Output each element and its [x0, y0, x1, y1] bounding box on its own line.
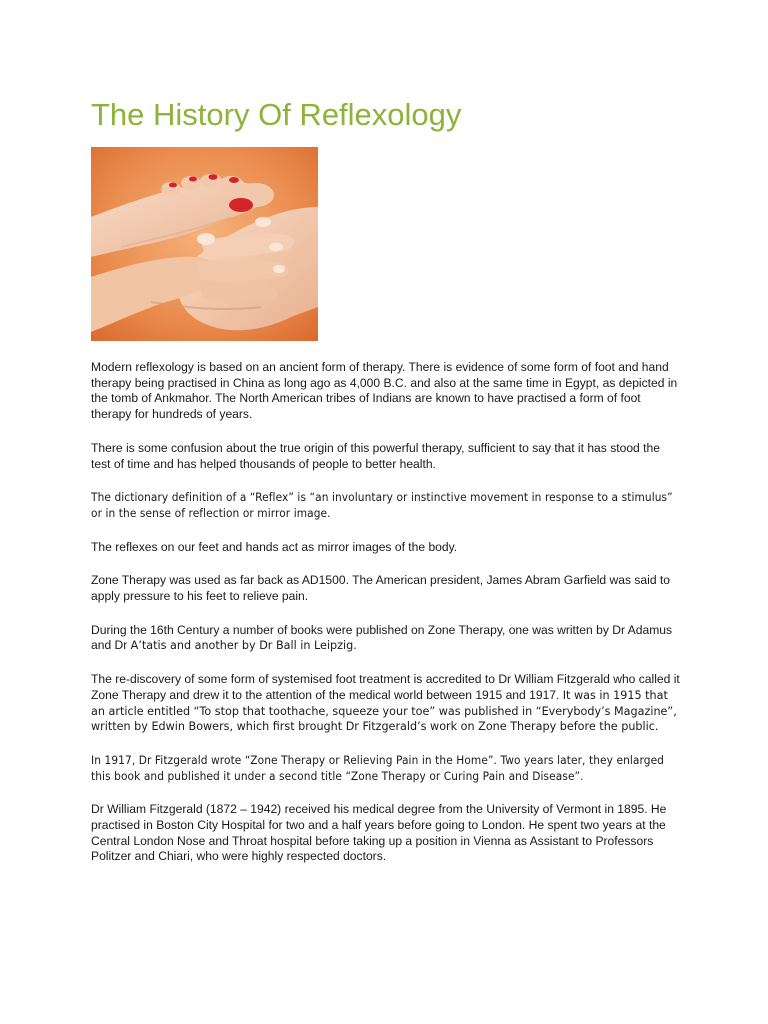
paragraph-rediscovery-continuation: It was in 1915 that an article entitled “To stop that toothache, squeeze your toe” was published in “Everybody’s Magazine”, written by Edwin Bowers, which first brought Dr Fitzgerald’s work on Zone Therapy before the public. — [91, 688, 677, 734]
paragraph-16th-century-continuation: A’tatis and another by Dr Ball in Leipzig. — [130, 639, 357, 653]
paragraph-modern-reflexology: Modern reflexology is based on an ancient form of therapy. There is evidence of some form of foot and hand therapy being practised in China as long ago as 4,000 B.C. and also at the same time in Egypt, as depicted in the tomb of Ankmahor. The North American tribes of Indians are known to have practised a form of foot therapy for hundreds of years. — [91, 360, 678, 422]
reflexology-photo — [91, 147, 318, 341]
page-title: The History Of Reflexology — [91, 97, 462, 132]
paragraph-mirror-images: The reflexes on our feet and hands act as mirror images of the body. — [91, 539, 458, 554]
paragraph-dictionary-definition: The dictionary definition of a “Reflex” is “an involuntary or instinctive movement in response to a stimulus” or in the sense of reflection or mirror image. — [91, 490, 673, 520]
paragraph-rediscovery — [91, 672, 681, 735]
paragraph-1917-books: In 1917, Dr Fitzgerald wrote “Zone Therapy or Relieving Pain in the Home”. Two years later, they enlarged this book and published it under a second title “Zone Therapy or Curing Pain and Disease”. — [91, 752, 665, 783]
paragraph-confusion-origin: There is some confusion about the true origin of this powerful therapy, sufficient to say that it has stood the test of time and has helped thousands of people to better health. — [91, 440, 660, 471]
paragraph-rediscovery-text: The re-discovery of some form of systemised foot treatment is accredited to Dr William Fitzgerald who called it Zone Therapy and drew it to the attention of the medical world between 1915 and 1917. — [91, 672, 680, 702]
paragraph-16th-century — [91, 623, 681, 654]
paragraph-zone-therapy-ad1500: Zone Therapy was used as far back as AD1500. The American president, James Abram Garfield was said to apply pressure to his feet to relieve pain. — [91, 573, 671, 604]
body-text — [91, 360, 681, 883]
paragraph-fitzgerald-biography: Dr William Fitzgerald (1872 – 1942) received his medical degree from the University of Vermont in 1895. He practised in Boston City Hospital for two and a half years before going to London. He spent two years at the Central London Nose and Throat hospital before taking up a position in Vienna as Assistant to Professors Politzer and Chiari, who were highly respected doctors. — [91, 802, 667, 864]
paragraph-16th-century-text: During the 16th Century a number of books were published on Zone Therapy, one was written by Dr Adamus and Dr — [91, 622, 673, 653]
